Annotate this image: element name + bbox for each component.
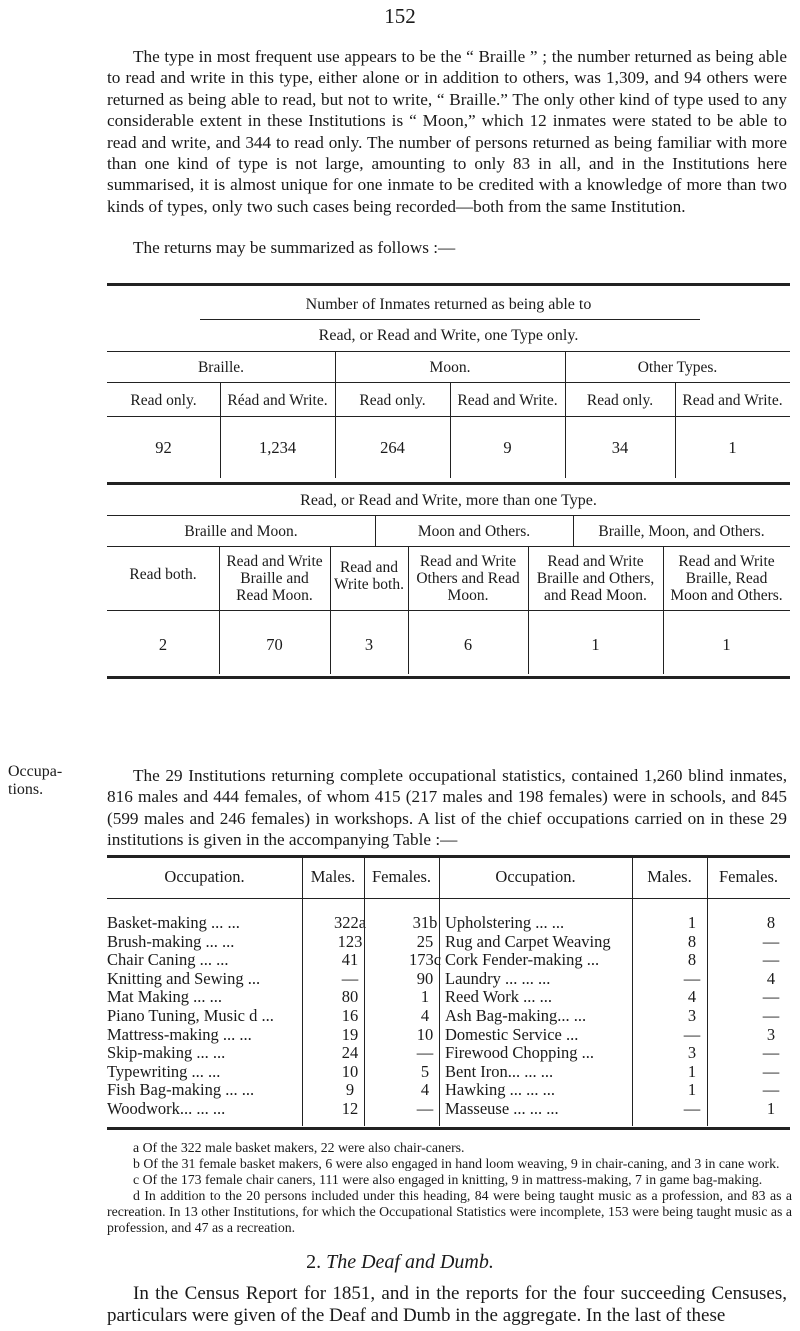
table1-group-rule	[107, 382, 790, 383]
page-number: 152	[384, 4, 416, 28]
males-count: —	[683, 1099, 701, 1118]
males-count: 8	[687, 950, 697, 970]
table2-sub-5: Read and Write Braille and Others, and Read Moon.	[536, 553, 655, 604]
occupation-name: Piano Tuning, Music d ...	[107, 1006, 274, 1025]
footnote-b: b Of the 31 female basket makers, 6 were also engaged in hand loom weaving, 9 in chair-caning, and 3 in cane work.	[133, 1156, 780, 1171]
females-count: 10	[416, 1024, 434, 1044]
females-count: —	[762, 1043, 780, 1063]
males-count: 1	[687, 1080, 697, 1100]
table2-value-2: 70	[266, 635, 283, 654]
table2-sub-1: Read both.	[129, 566, 197, 583]
females-count: 4	[420, 1006, 430, 1025]
table1-title-line2: Read, or Read and Write, one Type only.	[318, 327, 579, 344]
occupation-name: Firewood Chopping ...	[445, 1043, 594, 1063]
table3-header-females-right: Females.	[718, 867, 779, 886]
females-count: —	[762, 1006, 780, 1025]
occupation-name: Ash Bag-making... ...	[445, 1006, 587, 1025]
occupation-name: Mat Making ... ...	[107, 987, 223, 1007]
table2-divider	[663, 547, 664, 674]
table2-group-all: Braille, Moon, and Others.	[598, 523, 765, 540]
table1-value-2: 1,234	[258, 438, 297, 457]
table2-divider	[573, 516, 574, 547]
section-title: The Deaf and Dumb.	[326, 1251, 494, 1273]
occupation-name: Basket-making ... ...	[107, 913, 240, 932]
males-count: 24	[341, 1043, 359, 1063]
occupation-name: Reed Work ... ...	[445, 987, 552, 1007]
table1-divider	[675, 383, 676, 478]
occupation-name: Fish Bag-making ... ...	[107, 1080, 255, 1100]
males-count: 3	[687, 1006, 697, 1025]
occupation-name: Masseuse ... ... ...	[445, 1099, 559, 1118]
table2-group-moon-others: Moon and Others.	[417, 523, 531, 540]
females-count: 90	[416, 968, 434, 988]
males-count: 8	[687, 931, 697, 951]
table1-title-line1: Number of Inmates returned as being able to	[305, 296, 592, 313]
table3-divider	[302, 856, 303, 1126]
table1-top-rule	[107, 283, 790, 286]
males-count: 1	[687, 913, 697, 932]
table2-value-3: 3	[364, 635, 374, 654]
males-count: 4	[687, 987, 697, 1007]
table2-top-rule	[107, 482, 790, 485]
table2-divider	[219, 547, 220, 674]
table3-header-females-left: Females.	[371, 867, 432, 886]
table2-value-4: 6	[463, 635, 473, 654]
occupations-paragraph-text: The 29 Institutions returning complete occupational statistics, contained 1,260 blind inmates, 816 males and 444 females, of whom 415 (217 males and 198 females) were in schools, and 845 (599 males and 246 females) in workshops. A list of the chief occupations carried on in these 29 institutions is given in the accompanying Table :—	[107, 766, 787, 850]
occupation-name: Bent Iron... ... ...	[445, 1061, 554, 1081]
table2-divider	[528, 547, 529, 674]
table1-value-4: 9	[503, 438, 512, 457]
occupation-name: Domestic Service ...	[445, 1024, 579, 1044]
table3-header-males-right: Males.	[647, 867, 692, 886]
intro-paragraph-text: The type in most frequent use appears to be the “ Braille ” ; the number returned as being able to read and write in this type, either alone or in addition to others, was 1,309, and 94 others were returned as being able to read, but not to write, “ Braille.” The only other kind of type used to any considerable extent in these Institutions is “ Moon,” which 12 inmates were stated to be able to read and write, and 344 to read only. The number of persons returned as being familiar with more than one kind of type is not large, amounting to only 83 in all, and in the Institutions here summarised, it is almost unique for one inmate to be credited with a knowledge of more than two kinds of types, only two such cases being recorded—both from the same Institution.	[107, 47, 787, 216]
table2-value-5: 1	[591, 635, 600, 654]
occupation-name: Rug and Carpet Weaving	[445, 931, 611, 951]
footnote-a: a Of the 322 male basket makers, 22 were also chair-caners.	[133, 1140, 465, 1155]
males-count: 16	[341, 1006, 359, 1025]
males-count: 3	[687, 1043, 697, 1063]
table2-sub-rule	[107, 610, 790, 611]
occupation-name: Skip-making ... ...	[107, 1043, 226, 1063]
side-heading-occupations: Occupa- tions.	[8, 763, 63, 798]
females-count: 25	[416, 931, 434, 951]
females-count: 3	[766, 1024, 776, 1044]
table3-bottom-rule	[107, 1127, 790, 1130]
females-count: 1	[766, 1099, 776, 1118]
table2-group-braille-moon: Braille and Moon.	[184, 523, 298, 540]
table1-divider	[450, 383, 451, 478]
table1-divider	[220, 383, 221, 478]
table2-bottom-rule	[107, 676, 790, 679]
females-count: 4	[420, 1080, 430, 1100]
females-count: —	[416, 1099, 434, 1118]
section-heading	[0, 1251, 800, 1274]
males-count: 123	[337, 931, 363, 951]
closing-paragraph-text: In the Census Report for 1851, and in the reports for the four succeeding Censuses, particulars were given of the Deaf and Dumb in the aggregate. In the last of these	[107, 1283, 787, 1326]
males-count: 1	[687, 1061, 697, 1081]
occupations-paragraph	[107, 765, 787, 851]
occupation-name: Hawking ... ... ...	[445, 1080, 555, 1100]
table1-sub-2: Réad and Write.	[227, 392, 328, 409]
table3-top-rule	[107, 855, 790, 858]
males-count: 9	[345, 1080, 355, 1100]
table2-title-rule	[107, 515, 790, 516]
females-count: 173c	[408, 950, 442, 970]
summary-line	[107, 237, 787, 258]
footnotes	[107, 1140, 792, 1236]
table1-sub-4: Read and Write.	[457, 392, 558, 409]
females-count: —	[762, 950, 780, 970]
table2-divider	[408, 547, 409, 674]
table2-sub-4: Read and Write Others and Read Moon.	[416, 553, 520, 604]
table3-header-occupation-right: Occupation.	[495, 867, 576, 886]
closing-paragraph	[107, 1283, 787, 1327]
table3-divider	[707, 856, 708, 1126]
occupation-name: Woodwork... ... ...	[107, 1099, 226, 1118]
occupation-name: Cork Fender-making ...	[445, 950, 600, 970]
females-count: 8	[766, 913, 776, 932]
occupation-name: Brush-making ... ...	[107, 931, 235, 951]
table3-divider	[364, 856, 365, 1126]
table1-sub-rule	[107, 416, 790, 417]
table2-sub-2: Read and Write Braille and Read Moon.	[226, 553, 323, 604]
table1-head-rule	[107, 351, 790, 352]
table2-sub-3: Read and Write both.	[334, 559, 404, 593]
table2-value-6: 1	[722, 635, 731, 654]
table1-sub-3: Read only.	[359, 392, 426, 409]
females-count: —	[762, 1080, 780, 1100]
females-count: 4	[766, 968, 776, 988]
table2-group-rule	[107, 546, 790, 547]
females-count: 5	[420, 1061, 430, 1081]
table1-sub-6: Read and Write.	[682, 392, 783, 409]
table3-header-occupation-left: Occupation.	[164, 867, 245, 886]
females-count: 1	[420, 987, 430, 1007]
table1-sub-5: Read only.	[586, 392, 654, 409]
females-count: —	[416, 1043, 434, 1063]
males-count: 41	[341, 950, 359, 970]
table1-value-3: 264	[380, 438, 405, 457]
occupation-name: Typewriting ... ...	[107, 1061, 221, 1081]
occupation-name: Laundry ... ... ...	[445, 968, 551, 988]
males-count: —	[683, 1024, 701, 1044]
table3-head-rule	[107, 898, 790, 899]
section-number: 2.	[306, 1251, 322, 1273]
table1-title-rule	[200, 319, 700, 320]
table1-sub-1: Read only.	[130, 392, 197, 409]
table3-header-males-left: Males.	[310, 867, 356, 886]
table1-value-5: 34	[611, 438, 629, 457]
footnote-d: d In addition to the 20 persons included under this heading, 84 were being taught music as a profession, and 83 as a recreation. In 13 other Institutions, for which the Occupational Statistics were incomplete, 153 were being taught music as a profession, and 47 as a recreation.	[107, 1188, 792, 1235]
table1-divider	[335, 352, 336, 478]
table1-value-6: 1	[728, 438, 737, 457]
males-count: 19	[341, 1024, 359, 1044]
females-count: —	[762, 931, 780, 951]
footnote-c: c Of the 173 female chair caners, 111 were also engaged in knitting, 9 in mattress-making, 7 in game bag-making.	[133, 1172, 763, 1187]
intro-paragraph	[107, 46, 787, 217]
males-count: 12	[341, 1099, 359, 1118]
table2-divider	[375, 516, 376, 547]
table1-group-moon: Moon.	[429, 359, 471, 376]
table1-group-other: Other Types.	[637, 359, 718, 376]
males-count: —	[683, 968, 701, 988]
occupation-name: Knitting and Sewing ...	[107, 968, 261, 988]
females-count: —	[762, 1061, 780, 1081]
summary-line-text: The returns may be summarized as follows :—	[133, 238, 456, 257]
table3-divider	[632, 856, 633, 1126]
occupation-name: Upholstering ... ...	[445, 913, 565, 932]
table1-value-1: 92	[155, 438, 172, 457]
females-count: 31b	[412, 913, 438, 932]
table1-group-braille: Braille.	[197, 359, 245, 376]
males-count: 10	[341, 1061, 359, 1081]
males-count: —	[341, 968, 359, 988]
table3-divider	[439, 856, 440, 1126]
table2-divider	[330, 547, 331, 674]
occupation-name: Chair Caning ... ...	[107, 950, 229, 970]
table1-divider	[565, 352, 566, 478]
table2-value-1: 2	[158, 635, 168, 654]
males-count: 322a	[333, 913, 367, 932]
table2-title: Read, or Read and Write, more than one Type.	[300, 492, 597, 509]
males-count: 80	[341, 987, 359, 1007]
females-count: —	[762, 987, 780, 1007]
occupation-name: Mattress-making ... ...	[107, 1024, 252, 1044]
table2-sub-6: Read and Write Braille, Read Moon and Others.	[670, 553, 783, 604]
